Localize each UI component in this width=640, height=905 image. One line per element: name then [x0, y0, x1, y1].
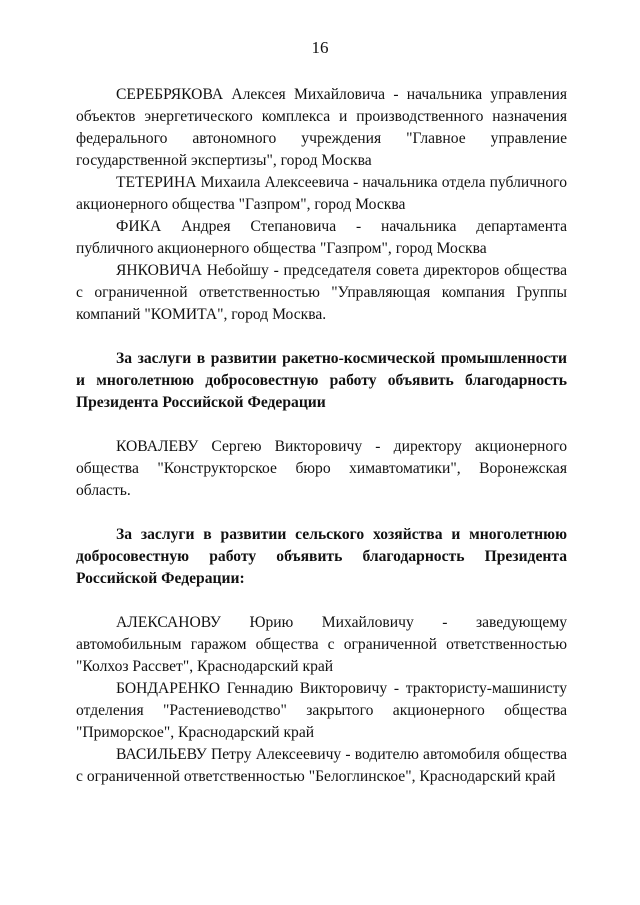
- section-heading-space-industry: За заслуги в развитии ракетно-космической промышленности и многолетнюю добросовестную работу объявить благодарность Президента Российской Федерации: [76, 350, 567, 411]
- spacer: [76, 326, 567, 348]
- spacer: [76, 590, 567, 612]
- award-entry-yankovich: ЯНКОВИЧА Небойшу - председателя совета директоров общества с ограниченной ответственностью "Управляющая компания Группы компаний "КОМИТА", город Москва.: [76, 262, 567, 323]
- award-entry-aleksanov: АЛЕКСАНОВУ Юрию Михайловичу - заведующему автомобильным гаражом общества с ограниченной ответственностью "Колхоз Рассвет", Краснодарский край: [76, 614, 567, 675]
- spacer: [76, 502, 567, 524]
- award-entry-teterin: ТЕТЕРИНА Михаила Алексеевича - начальника отдела публичного акционерного общества "Газпром", город Москва: [76, 174, 567, 213]
- award-entry-bondarenko: БОНДАРЕНКО Геннадию Викторовичу - трактористу-машинисту отделения "Растениеводство" закрытого акционерного общества "Приморское", Краснодарский край: [76, 680, 567, 741]
- award-entry-serebryakov: СЕРЕБРЯКОВА Алексея Михайловича - начальника управления объектов энергетического комплекса и производственного назначения федерального автономного учреждения "Главное управление государственной экспертизы", город Москва: [76, 86, 567, 169]
- document-body: [76, 84, 567, 788]
- award-entry-kovalev: КОВАЛЕВУ Сергею Викторовичу - директору акционерного общества "Конструкторское бюро химавтоматики", Воронежская область.: [76, 438, 567, 499]
- award-entry-fik: ФИКА Андрея Степановича - начальника департамента публичного акционерного общества "Газпром", город Москва: [76, 218, 567, 257]
- spacer: [76, 414, 567, 436]
- section-heading-agriculture: За заслуги в развитии сельского хозяйства и многолетнюю добросовестную работу объявить благодарность Президента Российской Федерации:: [76, 526, 567, 587]
- page-number: 16: [311, 38, 329, 57]
- award-entry-vasilyev: ВАСИЛЬЕВУ Петру Алексеевичу - водителю автомобиля общества с ограниченной ответственностью "Белоглинское", Краснодарский край: [76, 746, 567, 785]
